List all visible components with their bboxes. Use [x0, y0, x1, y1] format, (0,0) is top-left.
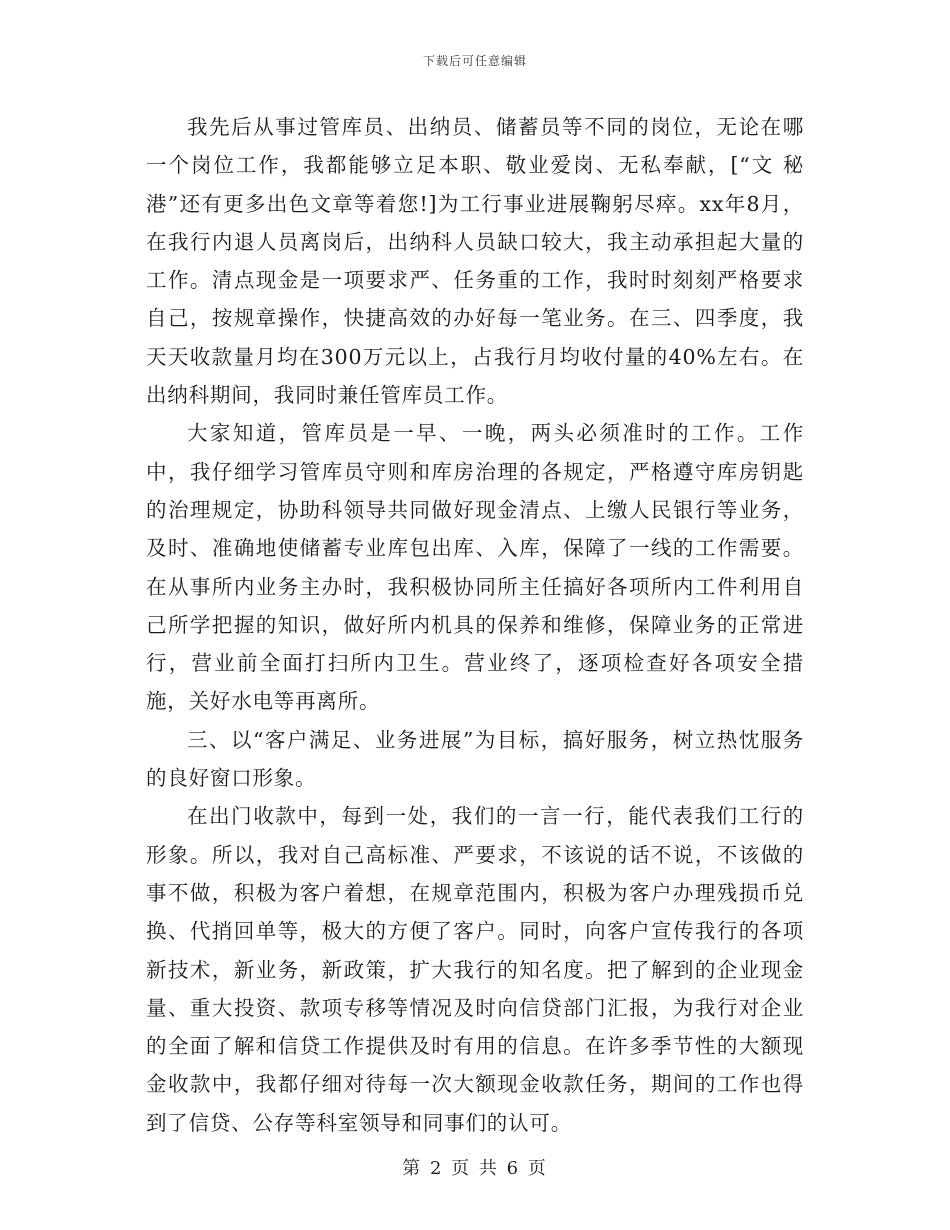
paragraph-1: 我先后从事过管库员、出纳员、储蓄员等不同的岗位，无论在哪一个岗位工作，我都能够立足本职、敬业爱岗、无私奉献，[“文 秘港”还有更多出色文章等着您!]为工行事业进展鞠躬尽瘁。xx年8月，在我行内退人员离岗后，出纳科人员缺口较大，我主动承担起大量的工作。清点现金是一项要求严、任务重的工作，我时时刻刻严格要求自己，按规章操作，快捷高效的办好每一笔业务。在三、四季度，我天天收款量月均在300万元以上，占我行月均收付量的40%左右。在出纳科期间，我同时兼任管库员工作。 — [146, 115, 804, 408]
page-number-footer: 第 2 页 共 6 页 — [402, 1158, 548, 1179]
section-heading-3: 三、以“客户满足、业务进展”为目标，搞好服务，树立热忱服务的良好窗口形象。 — [146, 727, 804, 791]
page-header: 下载后可任意编辑 — [422, 54, 527, 68]
paragraph-4: 在出门收款中，每到一处，我们的一言一行，能代表我们工行的形象。所以，我对自己高标准、严要求，不该说的话不说，不该做的事不做，积极为客户着想，在规章范围内，积极为客户办理残损币兑换、代捎回单等，极大的方便了客户。同时，向客户宣传我行的各项新技术，新业务，新政策，扩大我行的知名度。把了解到的企业现金量、重大投资、款项专移等情况及时向信贷部门汇报，为我行对企业的全面了解和信贷工作提供及时有用的信息。在许多季节性的大额现金收款中，我都仔细对待每一次大额现金收款任务，期间的工作也得到了信贷、公存等科室领导和同事们的认可。 — [146, 804, 804, 1135]
paragraph-2: 大家知道，管库员是一早、一晚，两头必须准时的工作。工作中，我仔细学习管库员守则和库房治理的各规定，严格遵守库房钥匙的治理规定，协助科领导共同做好现金清点、上缴人民银行等业务，及时、准确地使储蓄专业库包出库、入库，保障了一线的工作需要。在从事所内业务主办时，我积极协同所主任搞好各项所内工件利用自己所学把握的知识，做好所内机具的保养和维修，保障业务的正常进行，营业前全面打扫所内卫生。营业终了，逐项检查好各项安全措施，关好水电等再离所。 — [146, 421, 804, 714]
document-body — [146, 108, 804, 1142]
